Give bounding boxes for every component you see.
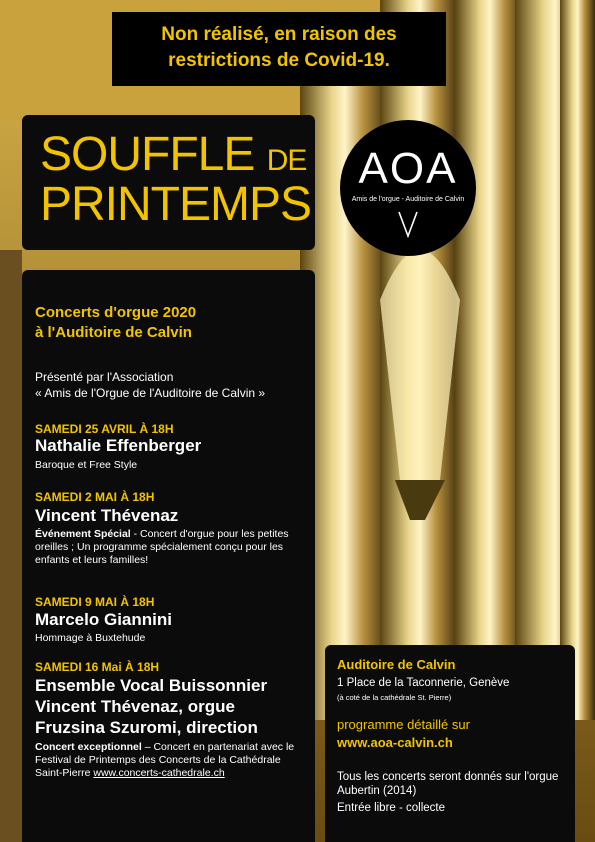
- concert-1-desc: Baroque et Free Style: [35, 459, 138, 471]
- entry-info: Entrée libre - collecte: [337, 802, 446, 814]
- venue-address: 1 Place de la Taconnerie, Genève: [337, 677, 510, 689]
- program-label: programme détaillé sur: [337, 717, 470, 732]
- aoa-logo: [340, 120, 476, 256]
- concert-3-desc: Hommage à Buxtehude: [35, 632, 146, 644]
- concert-2-desc-bold: Événement Spécial: [35, 528, 131, 540]
- concert-3-date: SAMEDI 9 MAI À 18H: [35, 595, 155, 609]
- concert-2-name: Vincent Thévenaz: [35, 506, 179, 525]
- program-heading-2: à l'Auditoire de Calvin: [35, 324, 192, 341]
- concert-1-date: SAMEDI 25 AVRIL À 18H: [35, 422, 174, 436]
- concert-4-desc: [35, 741, 305, 780]
- title-souffle: SOUFFLE: [40, 128, 255, 181]
- concert-4-date: SAMEDI 16 Mai À 18H: [35, 660, 160, 674]
- logo-letters: AOA: [358, 144, 458, 193]
- title-de: DE: [266, 144, 307, 177]
- logo-subtitle: Amis de l'orgue - Auditoire de Calvin: [351, 196, 465, 203]
- organ-info: Tous les concerts seront donnés sur l'orgue Aubertin (2014): [337, 771, 559, 797]
- concert-4-name-2: Vincent Thévenaz, orgue: [35, 697, 235, 716]
- concert-1-name: Nathalie Effenberger: [35, 436, 202, 455]
- presented-line-1: Présenté par l'Association: [35, 370, 174, 384]
- concert-2-desc-text: - Concert d'orgue pour les petites oreilles ; Un programme spécialement conçu pour les enfants et leurs familles!: [35, 528, 289, 566]
- logo-v-icon: [397, 210, 419, 238]
- venue-panel: [325, 645, 575, 842]
- concert-4-desc-text: – Concert en partenariat avec le Festival de Printemps des Concerts de la Cathédrale Saint-Pierre: [35, 741, 295, 779]
- concert-4-desc-bold: Concert exceptionnel: [35, 741, 142, 753]
- program-heading-1: Concerts d'orgue 2020: [35, 304, 197, 321]
- aoa-website-link[interactable]: www.aoa-calvin.ch: [337, 735, 453, 750]
- venue-title: Auditoire de Calvin: [337, 657, 456, 672]
- concert-2-desc: [35, 528, 295, 567]
- program-panel: [22, 270, 315, 842]
- title-panel: [22, 115, 315, 250]
- concert-3-name: Marcelo Giannini: [35, 610, 172, 629]
- concert-2-date: SAMEDI 2 MAI À 18H: [35, 490, 155, 504]
- concert-4-name-3: Fruzsina Szuromi, direction: [35, 718, 258, 737]
- concert-4-name-1: Ensemble Vocal Buissonnier: [35, 676, 268, 695]
- cathedrale-link[interactable]: www.concerts-cathedrale.ch: [93, 767, 225, 779]
- venue-note: (à coté de la cathédrale St. Pierre): [337, 693, 452, 702]
- banner-line-2: restrictions de Covid-19.: [168, 50, 390, 71]
- banner-line-1: Non réalisé, en raison des: [161, 24, 397, 45]
- presented-line-2: « Amis de l'Orgue de l'Auditoire de Calvin »: [35, 386, 266, 400]
- covid-banner: [112, 12, 446, 86]
- title-line-2: PRINTEMPS: [40, 178, 312, 231]
